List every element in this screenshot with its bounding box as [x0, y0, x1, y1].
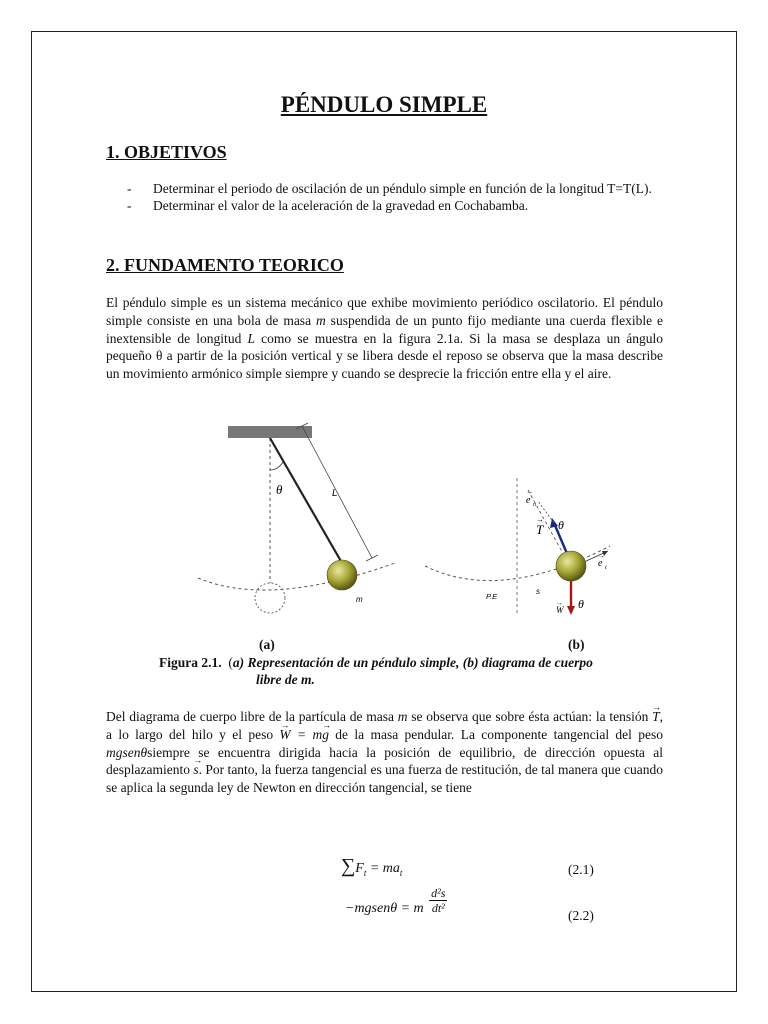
svg-text:→: → [526, 488, 533, 496]
list-item: - Determinar el valor de la aceleración de la gravedad en Cochabamba. [127, 198, 529, 213]
pendulum-string [270, 438, 342, 563]
pendulum-mass-a [327, 560, 357, 590]
svg-text:→: → [556, 599, 563, 607]
svg-text:→: → [536, 515, 544, 524]
theta-label-a: θ [276, 482, 283, 497]
equilibrium-position [255, 583, 285, 613]
et-label: e [598, 558, 603, 569]
objectives-list [127, 180, 659, 214]
list-item: - Determinar el periodo de oscilación de un péndulo simple en función de la longitud T=T(L). [127, 181, 652, 196]
section-heading-objetivos: 1. OBJETIVOS [106, 142, 227, 162]
page-title: PÉNDULO SIMPLE [280, 92, 488, 117]
paragraph-intro: El péndulo simple es un sistema mecánico que exhibe movimiento periódico oscilatorio. El péndulo simple consiste en una bola de masa m suspendida de un punto fijo mediante una cuerda flexible e inextensible de longitud L como se muestra en la figura 2.1a. Si la masa se desplaza un ángulo pequeño θ a partir de la posición vertical y se libera desde el reposo se observa que la masa describe un movimiento armónico simple siempre y cuando se desprecie la fricción entre ella y el aire. [106, 295, 663, 382]
paragraph-forces: Del diagrama de cuerpo libre de la partícula de masa m se observa que sobre ésta actúan: la tensión → T, a lo largo del hilo y el peso → W = m→ g de la masa pendular. La componente tangencial del peso mgsenθsiempre se encuentra dirigida hacia la posición de equilibrio, de dirección opuesta al desplazamiento → s. Por tanto, la fuerza tangencial es una fuerza de restitución, de tal manera que cuando se aplica la segunda ley de Newton en dirección tangencial, se tiene [106, 708, 663, 797]
equation-number-2-2: (2.2) [568, 908, 594, 923]
theta-arc [270, 462, 283, 470]
equation-2-2: −mgsenθ = m $\frac{\text{d²s}}{\text{dt²}}$ [345, 886, 446, 916]
pendulum-mass-b [556, 551, 586, 581]
length-label: L [332, 488, 338, 499]
equation-2-1: $\sum F_t = ma_t$ [341, 855, 403, 878]
figure-caption: Figura 2.1. (a) Representación de un péndulo simple, (b) diagrama de cuerpo libre de m. [159, 655, 593, 687]
svg-text:→: → [598, 552, 605, 560]
figure-label-a: (a) [259, 637, 275, 652]
pendulum-figure [190, 418, 620, 618]
theta-label-b2: θ [578, 597, 584, 611]
equation-number-2-1: (2.1) [568, 862, 594, 877]
tension-label: T [536, 522, 544, 537]
pe-label: P.E [486, 592, 498, 601]
svg-text:n: n [533, 502, 536, 508]
figure-label-b: (b) [568, 637, 585, 652]
s-label: s [536, 587, 540, 596]
section-heading-fundamento: 2. FUNDAMENTO TEORICO [106, 255, 344, 275]
trajectory-arc-a [198, 563, 395, 590]
en-label: e [526, 495, 531, 506]
weight-label: W [556, 605, 564, 615]
svg-text:t: t [605, 565, 607, 571]
mass-label-a: m [356, 595, 363, 604]
ceiling-support [228, 426, 312, 438]
theta-label-b1: θ [558, 518, 564, 532]
